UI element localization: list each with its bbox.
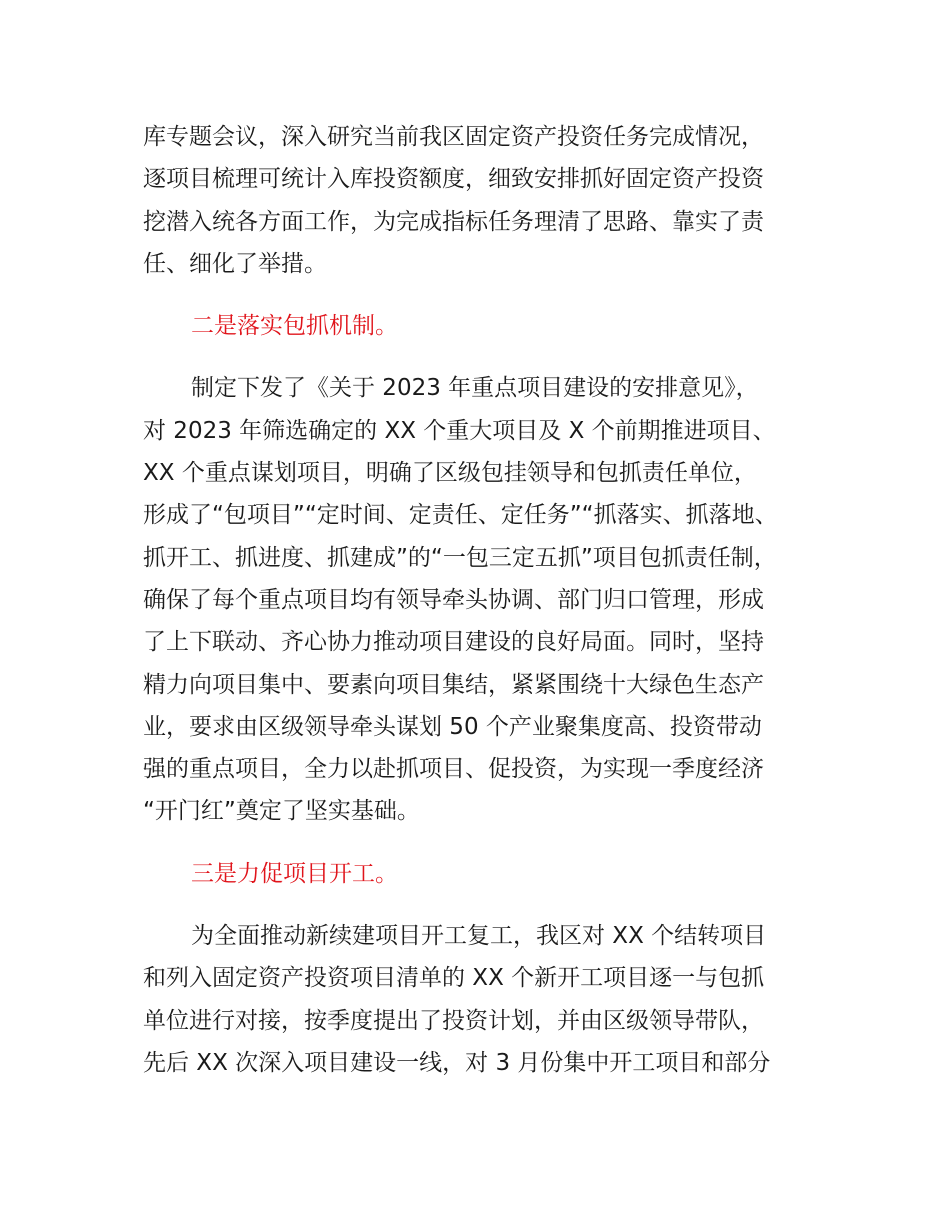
text-line: 为全面推动新续建项目开工复工，我区对 XX 个结转项目	[191, 923, 767, 950]
paragraph-continued	[143, 116, 833, 285]
text-line: 任、细化了举措。	[143, 250, 327, 277]
text-line: 库专题会议，深入研究当前我区固定资产投资任务完成情况，	[143, 124, 764, 150]
text-line: 逐项目梳理可统计入库投资额度，细致安排抓好固定资产投资	[143, 166, 764, 193]
text-line: 抓开工、抓进度、抓建成”的“一包三定五抓”项目包抓责任制，	[143, 544, 777, 571]
paragraph-package-mechanism	[143, 367, 833, 832]
text-line: 强的重点项目，全力以赴抓项目、促投资，为实现一季度经济	[143, 756, 764, 783]
text-line: 确保了每个重点项目均有领导牵头协调、部门归口管理，形成	[143, 586, 764, 613]
text-line: “开门红”奠定了坚实基础。	[143, 798, 420, 825]
text-line: 精力向项目集中、要素向项目集结，紧紧围绕十大绿色生态产	[143, 671, 764, 698]
text-line: 制定下发了《关于 2023 年重点项目建设的安排意见》，	[191, 375, 759, 402]
text-line: 挖潜入统各方面工作，为完成指标任务理清了思路、靠实了责	[143, 208, 764, 235]
section-heading-3: 三是力促项目开工。	[191, 860, 398, 887]
text-line: 业，要求由区级领导牵头谋划 50 个产业聚集度高、投资带动	[143, 713, 762, 740]
text-line: 单位进行对接，按季度提出了投资计划，并由区级领导带队，	[143, 1007, 764, 1034]
text-line: 了上下联动、齐心协力推动项目建设的良好局面。同时，坚持	[143, 629, 764, 656]
text-line: 对 2023 年筛选确定的 XX 个重大项目及 X 个前期推进项目、	[143, 417, 776, 444]
text-line: XX 个重点谋划项目，明确了区级包挂领导和包抓责任单位，	[143, 460, 757, 487]
section-heading-2: 二是落实包抓机制。	[191, 313, 398, 340]
text-line: 先后 XX 次深入项目建设一线，对 3 月份集中开工项目和部分	[143, 1049, 771, 1076]
text-line: 和列入固定资产投资项目清单的 XX 个新开工项目逐一与包抓	[143, 965, 765, 992]
document-body	[143, 116, 833, 1084]
text-line: 形成了“包项目”“定时间、定责任、定任务”“抓落实、抓落地、	[143, 502, 778, 529]
paragraph-project-start	[143, 915, 833, 1084]
